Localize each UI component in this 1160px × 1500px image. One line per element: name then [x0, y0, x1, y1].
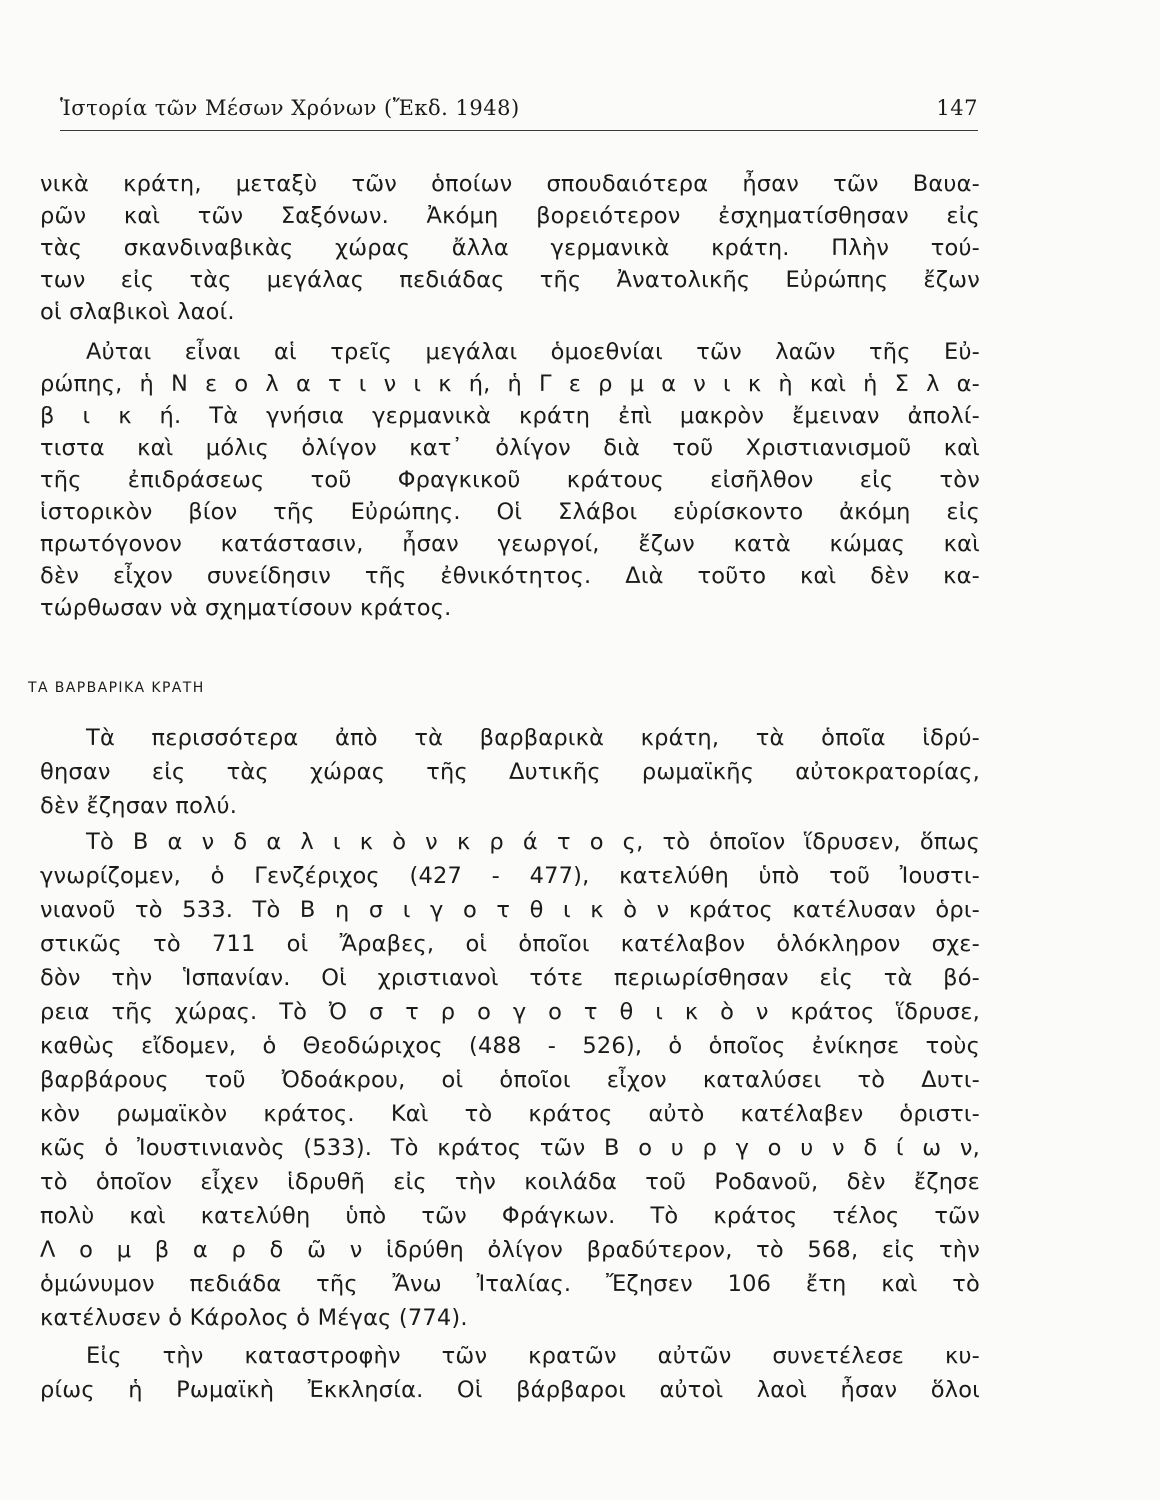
text-line: στικῶς τὸ 711 οἱ Ἄραβες, οἱ ὁποῖοι κατέλαβον ὁλόκληρον σχε-: [40, 931, 980, 957]
text-line: Λ ο μ β α ρ δ ῶ ν ἱδρύθη ὀλίγον βραδύτερον, τὸ 568, εἰς τὴν: [40, 1237, 980, 1263]
text-line: Τὰ περισσότερα ἀπὸ τὰ βαρβαρικὰ κράτη, τὰ ὁποῖα ἱδρύ-: [86, 725, 980, 751]
text-line: δὲν εἶχον συνείδησιν τῆς ἐθνικότητος. Διὰ τοῦτο καὶ δὲν κα-: [40, 563, 980, 589]
text-line: ἱστορικὸν βίον τῆς Εὐρώπης. Οἱ Σλάβοι εὑρίσκοντο ἀκόμη εἰς: [40, 499, 980, 525]
text-line: Αὐται εἶναι αἱ τρεῖς μεγάλαι ὁμοεθνίαι τῶν λαῶν τῆς Εὐ-: [86, 339, 980, 365]
text-line: πολὺ καὶ κατελύθη ὑπὸ τῶν Φράγκων. Τὸ κράτος τέλος τῶν: [40, 1203, 980, 1229]
text-line: ρώπης, ἡ Ν ε ο λ α τ ι ν ι κ ή, ἡ Γ ε ρ μ α ν ι κ ὴ καὶ ἡ Σ λ α-: [40, 371, 980, 397]
text-line: καθὼς εἴδομεν, ὁ Θεοδώριχος (488 - 526), ὁ ὁποῖος ἐνίκησε τοὺς: [40, 1033, 980, 1059]
text-line: κῶς ὁ Ἰουστινιανὸς (533). Τὸ κράτος τῶν Β ο υ ρ γ ο υ ν δ ί ω ν,: [40, 1135, 980, 1161]
text-line: β ι κ ή. Τὰ γνήσια γερμανικὰ κράτη ἐπὶ μακρὸν ἔμειναν ἀπολί-: [40, 403, 980, 429]
text-line: τὸ ὁποῖον εἶχεν ἱδρυθῆ εἰς τὴν κοιλάδα τοῦ Ροδανοῦ, δὲν ἔζησε: [40, 1169, 980, 1195]
text-line: κατέλυσεν ὁ Κάρολος ὁ Μέγας (774).: [40, 1305, 468, 1331]
section-heading: ΤΑ ΒΑΡΒΑΡΙΚΑ ΚΡΑΤΗ: [28, 680, 205, 696]
text-line: ρίως ἡ Ρωμαϊκὴ Ἐκκλησία. Οἱ βάρβαροι αὐτοὶ λαοὶ ἦσαν ὅλοι: [40, 1377, 980, 1403]
text-line: τὰς σκανδιναβικὰς χώρας ἄλλα γερμανικὰ κράτη. Πλὴν τού-: [40, 235, 980, 261]
running-head-title: Ἱστορία τῶν Μέσων Χρόνων (Ἔκδ. 1948): [60, 96, 520, 120]
text-line: δὲν ἔζησαν πολύ.: [40, 793, 238, 819]
running-head: [60, 96, 978, 130]
text-line: βαρβάρους τοῦ Ὀδοάκρου, οἱ ὁποῖοι εἶχον καταλύσει τὸ Δυτι-: [40, 1067, 980, 1093]
page-number: 147: [936, 96, 978, 120]
header-rule: [60, 130, 978, 131]
text-line: Τὸ Β α ν δ α λ ι κ ὸ ν κ ρ ά τ ο ς, τὸ ὁποῖον ἵδρυσεν, ὅπως: [86, 829, 980, 855]
text-line: ρῶν καὶ τῶν Σαξόνων. Ἀκόμη βορειότερον ἐσχηματίσθησαν εἰς: [40, 203, 980, 229]
text-line: κὸν ρωμαϊκὸν κράτος. Καὶ τὸ κράτος αὐτὸ κατέλαβεν ὁριστι-: [40, 1101, 980, 1127]
text-line: τώρθωσαν νὰ σχηματίσουν κράτος.: [40, 595, 452, 621]
text-line: πρωτόγονον κατάστασιν, ἦσαν γεωργοί, ἔζων κατὰ κώμας καὶ: [40, 531, 980, 557]
text-line: Εἰς τὴν καταστροφὴν τῶν κρατῶν αὐτῶν συνετέλεσε κυ-: [86, 1343, 980, 1369]
text-line: ρεια τῆς χώρας. Τὸ Ὀ σ τ ρ ο γ ο τ θ ι κ ὸ ν κράτος ἵδρυσε,: [40, 999, 980, 1025]
text-line: δὸν τὴν Ἱσπανίαν. Οἱ χριστιανοὶ τότε περιωρίσθησαν εἰς τὰ βό-: [40, 965, 980, 991]
text-line: θησαν εἰς τὰς χώρας τῆς Δυτικῆς ρωμαϊκῆς αὐτοκρατορίας,: [40, 759, 980, 785]
text-line: των εἰς τὰς μεγάλας πεδιάδας τῆς Ἀνατολικῆς Εὐρώπης ἔζων: [40, 267, 980, 293]
text-line: οἱ σλαβικοὶ λαοί.: [40, 299, 235, 325]
text-line: ὁμώνυμον πεδιάδα τῆς Ἄνω Ἰταλίας. Ἔζησεν 106 ἔτη καὶ τὸ: [40, 1271, 980, 1297]
text-line: γνωρίζομεν, ὁ Γενζέριχος (427 - 477), κατελύθη ὑπὸ τοῦ Ἰουστι-: [40, 863, 980, 889]
text-line: τιστα καὶ μόλις ὀλίγον κατ᾽ ὀλίγον διὰ τοῦ Χριστιανισμοῦ καὶ: [40, 435, 980, 461]
text-line: νιανοῦ τὸ 533. Τὸ Β η σ ι γ ο τ θ ι κ ὸ ν κράτος κατέλυσαν ὁρι-: [40, 897, 980, 923]
text-line: νικὰ κράτη, μεταξὺ τῶν ὁποίων σπουδαιότερα ἦσαν τῶν Βαυα-: [40, 171, 980, 197]
text-line: τῆς ἐπιδράσεως τοῦ Φραγκικοῦ κράτους εἰσῆλθον εἰς τὸν: [40, 467, 980, 493]
